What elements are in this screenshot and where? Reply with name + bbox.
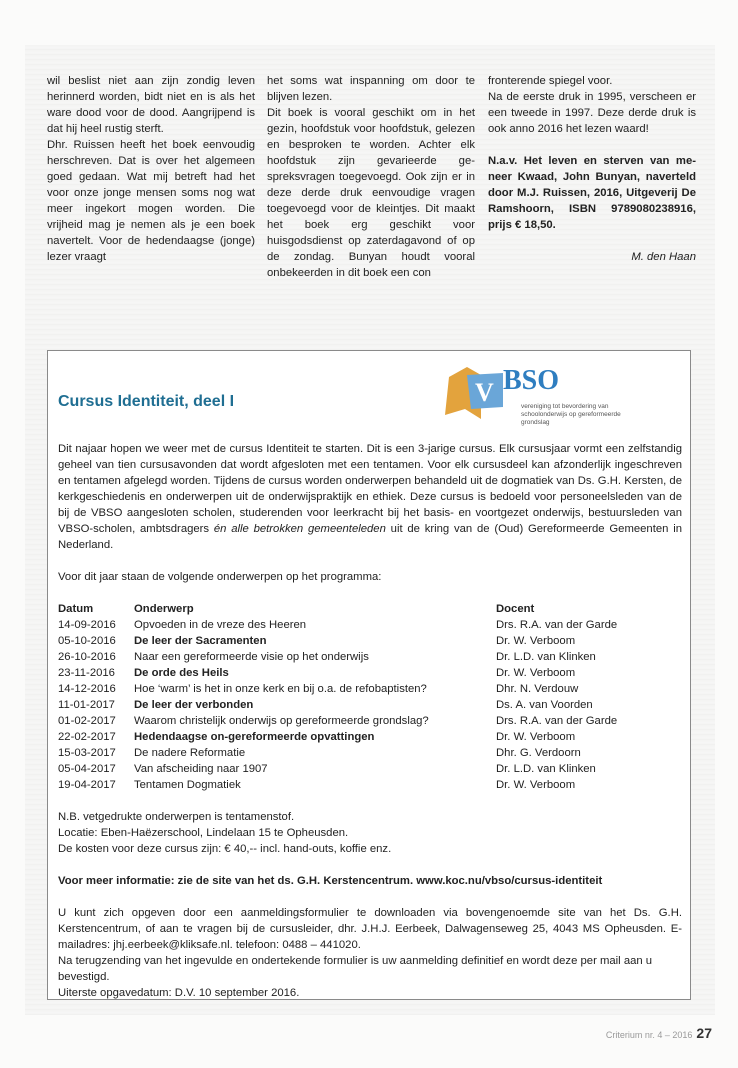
- more-info-link[interactable]: Voor meer informatie: zie de site van het ds. G.H. Kerstencentrum. www.koc.nu/vbso/cursus-identiteit: [58, 875, 603, 887]
- table-row: [58, 633, 617, 649]
- page-footer: [606, 1025, 712, 1041]
- row-date: 05-10-2016: [58, 635, 116, 647]
- deadline-text: Uiterste opgavedatum: D.V. 10 september 2016.: [58, 987, 300, 999]
- paragraph: fronterende spiegel voor.: [488, 75, 613, 87]
- intro-text: uit de kring van de (Oud) Gereformeerde Gemeenten in Nederland.: [58, 523, 682, 551]
- logo-text: BSO: [503, 365, 560, 396]
- row-teacher: Ds. A. van Voorden: [496, 699, 593, 711]
- article-column-1: [47, 73, 255, 265]
- row-date: 11-01-2017: [58, 699, 115, 711]
- row-teacher: Dr. L.D. van Klinken: [496, 763, 596, 775]
- row-teacher: Dhr. G. Verdoorn: [496, 747, 581, 759]
- paragraph: Dit boek is vooral geschikt om in het gezin, hoofdstuk voor hoofdstuk, gelezen en besproken te worden. Achter elk hoofdstuk zijn gevarieerde gespreksvragen toegevoegd. Ook zijn er in deze derde druk eenvoudige vragen toegevoegd voor de kleintjes. Dit maakt het boek erg geschikt voor huisgodsdienst op zaterdagavond of op de zondag. Bunyan houdt vooral onbekeerden in dit boek een con: [267, 107, 475, 279]
- row-date: 19-04-2017: [58, 779, 116, 791]
- row-teacher: Dr. W. Verboom: [496, 779, 576, 791]
- row-subject: Hedendaagse on-gereformeerde opvattingen: [134, 731, 375, 743]
- header-teacher: Docent: [496, 603, 535, 615]
- row-date: 14-12-2016: [58, 683, 116, 695]
- row-subject: Van afscheiding naar 1907: [134, 763, 268, 775]
- table-row: [58, 777, 617, 793]
- page-number: 27: [696, 1025, 712, 1041]
- table-row: [58, 649, 617, 665]
- row-date: 05-04-2017: [58, 763, 116, 775]
- program-table: [58, 601, 617, 793]
- table-row: [58, 697, 617, 713]
- row-date: 23-11-2016: [58, 667, 115, 679]
- row-teacher: Dr. W. Verboom: [496, 635, 576, 647]
- row-subject: Waarom christelijk onderwijs op gereformeerde grondslag?: [134, 715, 429, 727]
- row-date: 15-03-2017: [58, 747, 116, 759]
- intro-paragraph: [58, 441, 682, 553]
- book-icon: [441, 363, 511, 421]
- row-subject: Hoe ‘warm’ is het in onze kerk en bij o.a. de refobaptisten?: [134, 683, 427, 695]
- row-teacher: Dr. L.D. van Klinken: [496, 651, 596, 663]
- intro-emphasis: én alle betrokken gemeenteleden: [213, 523, 386, 535]
- note: De kosten voor deze cursus zijn: € 40,-- incl. hand-outs, koffie enz.: [58, 843, 392, 855]
- box-title: Cursus Identiteit, deel I: [58, 393, 235, 410]
- note: N.B. vetgedrukte onderwerpen is tentamenstof.: [58, 811, 295, 823]
- row-teacher: Drs. R.A. van der Garde: [496, 619, 618, 631]
- paragraph: Dhr. Ruissen heeft het boek eenvoudig herschreven. Dat is over het algemeen goed gedaan. Wat mij betreft had het voor onze jonge mensen soms nog wat meer ingekort mogen worden. Die vrijheid mag je nemen als je een boek navertelt. Voor de hedendaagse (jonge) lezer vraagt: [47, 139, 255, 263]
- paragraph: Na de eerste druk in 1995, verscheen er een tweede in 1997. Deze derde druk is ook anno 2016 het lezen waard!: [488, 91, 696, 135]
- author-signature: M. den Haan: [631, 251, 696, 263]
- table-row: [58, 729, 617, 745]
- svg-text:V: V: [475, 378, 494, 407]
- paragraph: het soms wat inspanning om door te blijven lezen.: [267, 75, 475, 103]
- article-column-2: [267, 73, 475, 281]
- row-teacher: Dhr. N. Verdouw: [496, 683, 579, 695]
- row-subject: Naar een gereformeerde visie op het onderwijs: [134, 651, 369, 663]
- header-date: Datum: [58, 603, 94, 615]
- row-date: 26-10-2016: [58, 651, 116, 663]
- logo-tagline: vereniging tot bevordering van schoolonderwijs op gereformeerde grondslag: [521, 403, 621, 426]
- row-date: 14-09-2016: [58, 619, 116, 631]
- vbso-logo: [441, 363, 691, 426]
- program-intro: Voor dit jaar staan de volgende onderwerpen op het programma:: [58, 571, 382, 583]
- book-reference: N.a.v. Het leven en sterven van meneer Kwaad, John Bunyan, naverteld door M.J. Ruissen, 2016, Uitgeverij De Ramshoorn, ISBN 9789080238916, prijs € 18,50.: [488, 155, 696, 231]
- table-row: [58, 617, 617, 633]
- signup-text: U kunt zich opgeven door een aanmeldingsformulier te downloaden via bovengenoemde site van het Ds. G.H. Kerstencentrum, of aan te vragen bij de cursusleider, dhr. J.H.J. Eerbeek, Dalwagenseweg 25, 4043 MS Opheusden. E-mailadres: jhj.eerbeek@kliksafe.nl. telefoon: 0488 – 441020.: [58, 907, 682, 951]
- paragraph: wil beslist niet aan zijn zondig leven herinnerd worden, bidt niet en is als het ware dood voor de dood. Aangrijpend is dat hij heel rustig sterft.: [47, 75, 255, 135]
- note: Locatie: Eben-Haëzerschool, Lindelaan 15 te Opheusden.: [58, 827, 349, 839]
- row-subject: De nadere Reformatie: [134, 747, 246, 759]
- row-date: 01-02-2017: [58, 715, 116, 727]
- course-announcement-box: [47, 350, 691, 1000]
- box-content: [58, 441, 682, 1001]
- notes: [58, 809, 682, 857]
- table-row: [58, 745, 617, 761]
- row-teacher: Drs. R.A. van der Garde: [496, 715, 618, 727]
- publication-name: Criterium nr. 4 – 2016: [605, 1030, 693, 1040]
- row-date: 22-02-2017: [58, 731, 116, 743]
- table-row: [58, 681, 617, 697]
- row-subject: De leer der Sacramenten: [134, 635, 267, 647]
- row-subject: Opvoeden in de vreze des Heeren: [134, 619, 307, 631]
- row-subject: Tentamen Dogmatiek: [134, 779, 241, 791]
- article-column-3: [488, 73, 696, 265]
- row-teacher: Dr. W. Verboom: [496, 667, 576, 679]
- table-row: [58, 713, 617, 729]
- table-row: [58, 665, 617, 681]
- row-teacher: Dr. W. Verboom: [496, 731, 576, 743]
- row-subject: De orde des Heils: [134, 667, 229, 679]
- row-subject: De leer der verbonden: [134, 699, 254, 711]
- confirmation-text: Na terugzending van het ingevulde en ondertekende formulier is uw aanmelding definitief en wordt deze per mail aan u bevestigd.: [58, 955, 653, 983]
- intro-text: Dit najaar hopen we weer met de cursus Identiteit te starten. Dit is een 3-jarige cursus. Elk cursusjaar vormt een zelfstandig geheel van tien cursusavonden dat wordt afgesloten met een tentamen. Voor elk cursusdeel kan afzonderlijk ingeschreven en tentamen afgelegd worden. Tijdens de cursus worden onderwerpen behandeld uit de dogmatiek van Ds. G.H. Kersten, de kerkgeschiedenis en onderwerpen uit de onderwijspraktijk en ethiek. Deze cursus is bedoeld voor personeelsleden van de bij de VBSO aangesloten scholen, studerenden voor leerkracht bij het basis- en voortgezet onderwijs, bestuursleden van VBSO-scholen, ambtsdragers: [58, 443, 682, 535]
- table-header-row: [58, 601, 617, 617]
- header-subject: Onderwerp: [134, 603, 194, 615]
- table-row: [58, 761, 617, 777]
